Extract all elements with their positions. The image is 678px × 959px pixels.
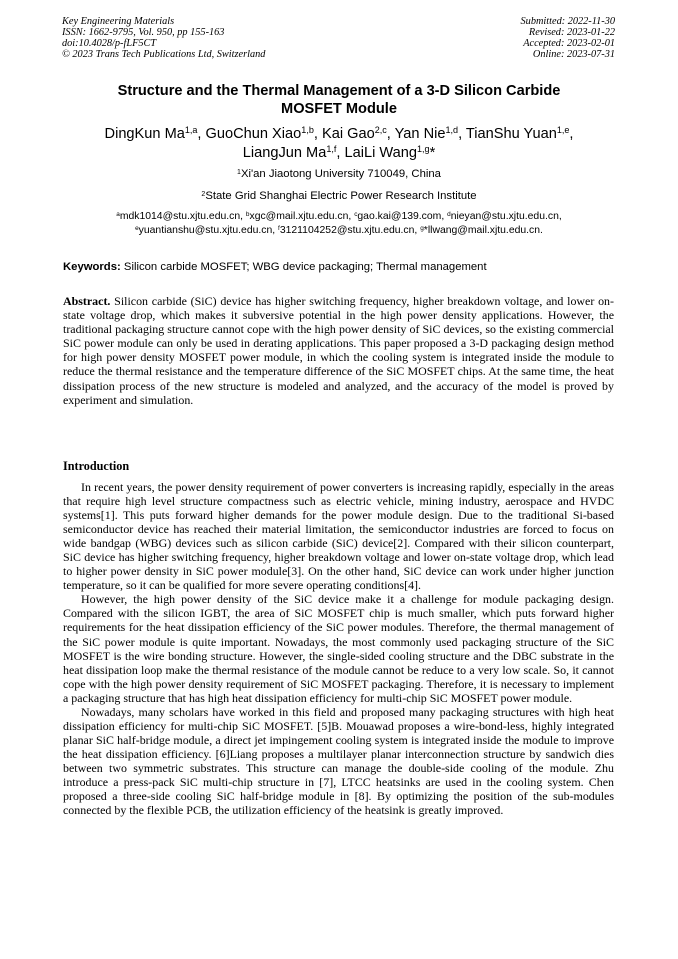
keywords xyxy=(63,260,623,274)
author-sup: 1,b xyxy=(301,125,314,136)
introduction-body xyxy=(63,480,614,817)
email-line-2 xyxy=(30,224,648,238)
keywords-label: Keywords: xyxy=(63,261,121,273)
abstract-label: Abstract. xyxy=(63,294,111,308)
email-address: xgc@mail.xjtu.edu.cn, xyxy=(249,211,355,222)
email-sup: f xyxy=(278,224,280,232)
keywords-text: Silicon carbide MOSFET; WBG device packaging; Thermal management xyxy=(120,261,487,273)
dates-header xyxy=(521,16,615,60)
submitted-date: Submitted: 2022-11-30 xyxy=(520,16,615,27)
author-sup: 1,g xyxy=(416,144,430,155)
affiliation-sup: 1 xyxy=(237,168,241,176)
author-name: DingKun Ma xyxy=(104,126,185,142)
email-list xyxy=(30,210,648,238)
email-address: mdk1014@stu.xjtu.edu.cn, xyxy=(119,211,246,222)
author-list xyxy=(40,125,638,163)
author-name: LiangJun Ma xyxy=(242,145,327,161)
author-sup: 1,d xyxy=(445,125,459,136)
title-line-1: Structure and the Thermal Management of a 3-D Silicon Carbide xyxy=(117,83,561,99)
abstract-text: Silicon carbide (SiC) device has higher switching frequency, higher breakdown voltage, and lower on-state voltage drop, which makes it subversive potential in the high power density applications. However, the traditional packaging structure cannot cope with the high power density of SiC devices, so the existing commercial SiC power module can only be used in derating applications. This paper proposed a 3-D packaging design method for high power density MOSFET power module, in which the cooling system is integrated inside the module to reduce the thermal resistance and the temperature difference of the SiC MOSFET chips. At the same time, the heat dissipation process of the new structure is modeled and analyzed, and the accuracy of the model is proved by experiment and simulation. xyxy=(63,294,614,407)
author-sep: , xyxy=(386,126,395,142)
doi-line: doi:10.4028/p-fLF5CT xyxy=(62,38,157,49)
section-heading-introduction: Introduction xyxy=(63,459,130,473)
author-line-1 xyxy=(40,125,638,144)
author-sup: 1,e xyxy=(556,125,570,136)
paragraph: In recent years, the power density requirement of power converters is increasing rapidly, especially in the areas that require high level structure compactness such as electric vehicle, mining industry, aerospace and HVDC systems[1]. This puts forward higher demands for the power module design. Due to the traditional Si-based semiconductor device has reached their material limitation, the semiconductor industries are forced to focus on wide bandgap (WBG) devices such as silicon carbide (SiC) device[2]. Compared with their silicon counterpart, SiC device has higher switching frequency, higher breakdown voltage and lower on-state voltage drop, which lead to higher power density in SiC power module[3]. On the other hand, SiC device can work under higher junction temperature, so it can be qualified for more severe operating conditions[4]. xyxy=(63,480,614,593)
affiliation-sup: 2 xyxy=(201,190,206,198)
journal-header xyxy=(62,16,265,60)
affiliation-text: Xi'an Jiaotong University 710049, China xyxy=(240,168,441,180)
email-sup: a xyxy=(116,210,120,218)
author-sup: 2,c xyxy=(374,125,387,136)
author-sep: , xyxy=(336,145,345,161)
author-sep: , xyxy=(313,126,322,142)
online-date: Online: 2023-07-31 xyxy=(532,49,615,60)
abstract xyxy=(63,294,614,407)
author-sup: 1,f xyxy=(326,144,337,155)
affiliation-1 xyxy=(40,167,638,181)
affiliation-2 xyxy=(40,189,638,203)
author-line-2 xyxy=(40,144,638,163)
issn-line: ISSN: 1662-9795, Vol. 950, pp 155-163 xyxy=(62,27,225,38)
email-address: yuantianshu@stu.xjtu.edu.cn, xyxy=(138,225,279,236)
title-line-2: MOSFET Module xyxy=(281,101,397,117)
author-sup: 1,a xyxy=(184,125,198,136)
email-address: *llwang@mail.xjtu.edu.cn. xyxy=(423,225,543,236)
author-name: Yan Nie xyxy=(394,126,446,142)
email-sup: d xyxy=(447,210,451,218)
accepted-date: Accepted: 2023-02-01 xyxy=(523,38,615,49)
email-address: nieyan@stu.xjtu.edu.cn, xyxy=(450,211,562,222)
author-name: Kai Gao xyxy=(321,126,375,142)
author-sep: , xyxy=(569,126,574,142)
email-address: 3121104252@stu.xjtu.edu.cn, xyxy=(279,225,421,236)
author-name: LaiLi Wang xyxy=(344,145,417,161)
author-name: GuoChun Xiao xyxy=(205,126,302,142)
author-sep: , xyxy=(197,126,206,142)
email-sup: e xyxy=(135,224,139,232)
journal-name: Key Engineering Materials xyxy=(62,16,175,27)
email-sup: b xyxy=(245,210,250,218)
email-sup: c xyxy=(354,210,358,218)
paragraph: Nowadays, many scholars have worked in this field and proposed many packaging structures with high heat dissipation efficiency for multi-chip SiC MOSFET. [5]B. Mouawad proposes a wire-bond-less, highly integrated planar SiC half-bridge module, a direct jet impingement cooling system is integrated inside the module to improve the heat dissipation efficiency. [6]Liang proposes a multilayer planar interconnection structure by sandwich dies between two symmetric substrates. This structure can manage the double-side cooling of the module. Zhu introduce a press-pack SiC multi-chip structure in [7], LTCC heatsinks are used in the cooling system. Chen proposed a three-side cooling SiC half-bridge module in [8]. By optimizing the position of the sub-modules connected by the flexible PCB, the utilization efficiency of the heatsink is greatly improved. xyxy=(63,704,614,818)
author-sep: * xyxy=(429,145,436,161)
affiliation-text: State Grid Shanghai Electric Power Research Institute xyxy=(205,190,477,202)
paragraph: However, the high power density of the SiC device make it a challenge for module packaging design. Compared with the silicon IGBT, the area of SiC MOSFET chip is much smaller, which puts forward higher requirements for the heat dissipation efficiency of the SiC power modules. Therefore, the thermal management of the SiC power module is quite important. Nowadays, the most commonly used packaging structure of the SiC MOSFET is the wire bonding structure. However, the single-sided cooling structure and the DBC substrate in the heat dissipation loop make the thermal resistance of the module cannot be reduce to a very low scale. So, it cannot cope with the high power density requirement of SiC MOSFET packaging. Therefore, it is necessary to implement a packaging structure that has high heat dissipation efficiency for multi-chip SiC MOSFET power module. xyxy=(63,592,614,705)
author-sep: , xyxy=(458,126,466,142)
email-line-1 xyxy=(30,210,648,224)
revised-date: Revised: 2023-01-22 xyxy=(528,27,615,38)
copyright-line: © 2023 Trans Tech Publications Ltd, Switzerland xyxy=(62,49,266,60)
email-sup: g xyxy=(420,224,424,232)
email-address: gao.kai@139.com, xyxy=(357,211,448,222)
author-name: TianShu Yuan xyxy=(465,126,557,142)
paper-title xyxy=(40,82,638,118)
